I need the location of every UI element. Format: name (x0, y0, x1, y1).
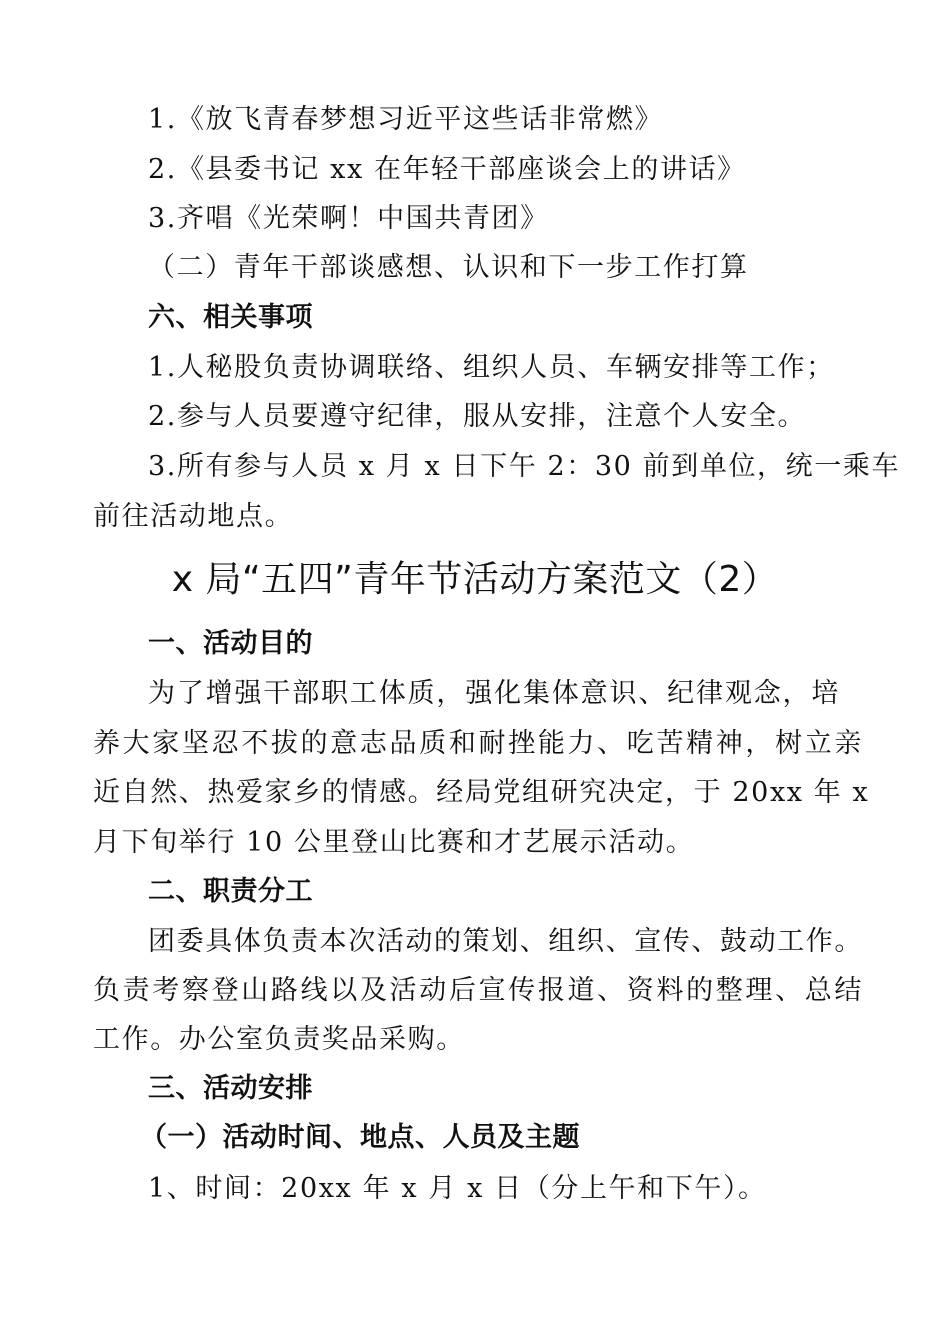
list-item: 2.参与人员要遵守纪律，服从安排，注意个人安全。 (148, 401, 807, 432)
list-item: 1.《放飞青春梦想习近平这些话非常燃》 (148, 104, 664, 135)
paragraph-line: 养大家坚忍不拔的意志品质和耐挫能力、吃苦精神，树立亲 (93, 728, 863, 759)
section-heading: 二、职责分工 (148, 876, 313, 907)
list-item: 1.人秘股负责协调联络、组织人员、车辆安排等工作； (148, 352, 835, 383)
list-item: 2.《县委书记 xx 在年轻干部座谈会上的讲话》 (148, 154, 746, 185)
section-heading: 六、相关事项 (148, 302, 313, 333)
paragraph-line: 月下旬举行 10 公里登山比赛和才艺展示活动。 (93, 827, 695, 858)
paragraph-line: 近自然、热爱家乡的情感。经局党组研究决定，于 20xx 年 x (93, 777, 870, 808)
paragraph-line: 为了增强干部职工体质，强化集体意识、纪律观念，培 (148, 678, 840, 709)
section-heading: 三、活动安排 (148, 1073, 313, 1104)
paragraph-line: 工作。办公室负责奖品采购。 (93, 1024, 465, 1055)
section-heading: 一、活动目的 (148, 628, 313, 659)
list-item: 3.所有参与人员 x 月 x 日下午 2：30 前到单位，统一乘车 (148, 451, 901, 482)
list-item: 1、时间：20xx 年 x 月 x 日（分上午和下午）。 (148, 1173, 767, 1204)
list-item-continued: 前往活动地点。 (93, 501, 294, 532)
subheading: （二）青年干部谈感想、认识和下一步工作打算 (148, 252, 749, 283)
document-title: x 局“五四”青年节活动方案范文（2） (171, 559, 779, 600)
paragraph-line: 团委具体负责本次活动的策划、组织、宣传、鼓动工作。 (148, 926, 863, 957)
list-item: 3.齐唱《光荣啊！中国共青团》 (148, 203, 549, 234)
subheading: （一）活动时间、地点、人员及主题 (140, 1122, 580, 1153)
paragraph-line: 负责考察登山路线以及活动后宣传报道、资料的整理、总结 (93, 975, 863, 1006)
